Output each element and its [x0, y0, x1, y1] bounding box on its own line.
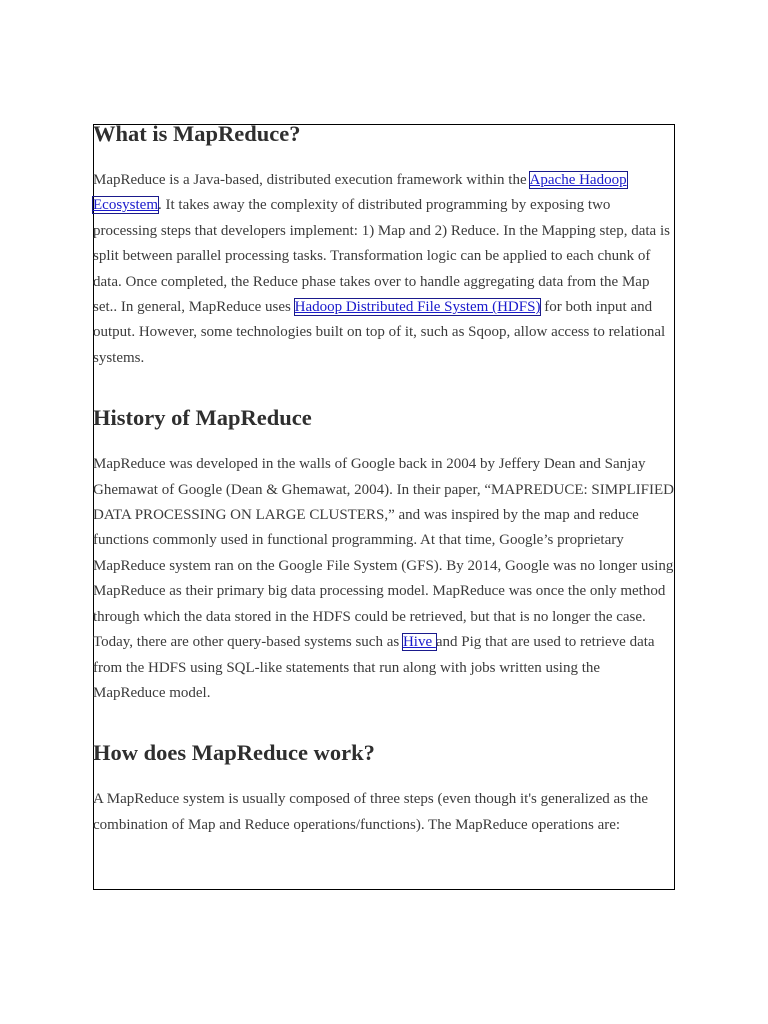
link-hive[interactable]: Hive — [402, 634, 436, 651]
section-heading-history: History of MapReduce — [93, 405, 312, 431]
paragraph-text: MapReduce is a Java-based, distributed execution framework within the — [93, 172, 530, 188]
paragraph-text: and Pig that are used to retrieve data from the HDFS using SQL-like statements that run along with jobs written using the MapReduce model. — [93, 634, 655, 701]
paragraph-what-is-mapreduce — [93, 168, 675, 371]
document-body — [93, 121, 675, 838]
paragraph-text: MapReduce was developed in the walls of Google back in 2004 by Jeffery Dean and Sanjay Ghemawat of Google (Dean & Ghemawat, 2004). In their paper, “MAPREDUCE: SIMPLIFIED DATA PROCESSING ON LARGE CLUSTERS,” and was inspired by the map and reduce functions commonly used in functional programming. At that time, Google’s proprietary MapReduce system ran on the Google File System (GFS). By 2014, Google was no longer using MapReduce as their primary big data processing model. MapReduce was once the only method through which the data stored in the HDFS could be retrieved, but that is no longer the case. Today, there are other query-based systems such as — [93, 456, 674, 651]
section-heading-how-it-works: How does MapReduce work? — [93, 740, 375, 766]
paragraph-history — [93, 452, 675, 706]
link-apache-hadoop-ecosystem[interactable]: Apache Hadoop Ecosystem — [93, 172, 627, 214]
paragraph-text: . It takes away the complexity of distributed programming by exposing two processing steps that developers implement: 1) Map and 2) Reduce. In the Mapping step, data is split between parallel processing tasks. Transformation logic can be applied to each chunk of data. Once completed, the Reduce phase takes over to handle aggregating data from the Map set.. In general, MapReduce uses — [93, 197, 670, 316]
paragraph-how-it-works: A MapReduce system is usually composed of three steps (even though it's generalized as the combination of Map and Reduce operations/functions). The MapReduce operations are: — [93, 791, 649, 833]
link-hdfs[interactable]: Hadoop Distributed File System (HDFS) — [294, 299, 541, 316]
paragraph-text: for both input and output. However, some technologies built on top of it, such as Sqoop, allow access to relational systems. — [93, 299, 666, 366]
section-heading-what-is-mapreduce: What is MapReduce? — [93, 121, 301, 146]
